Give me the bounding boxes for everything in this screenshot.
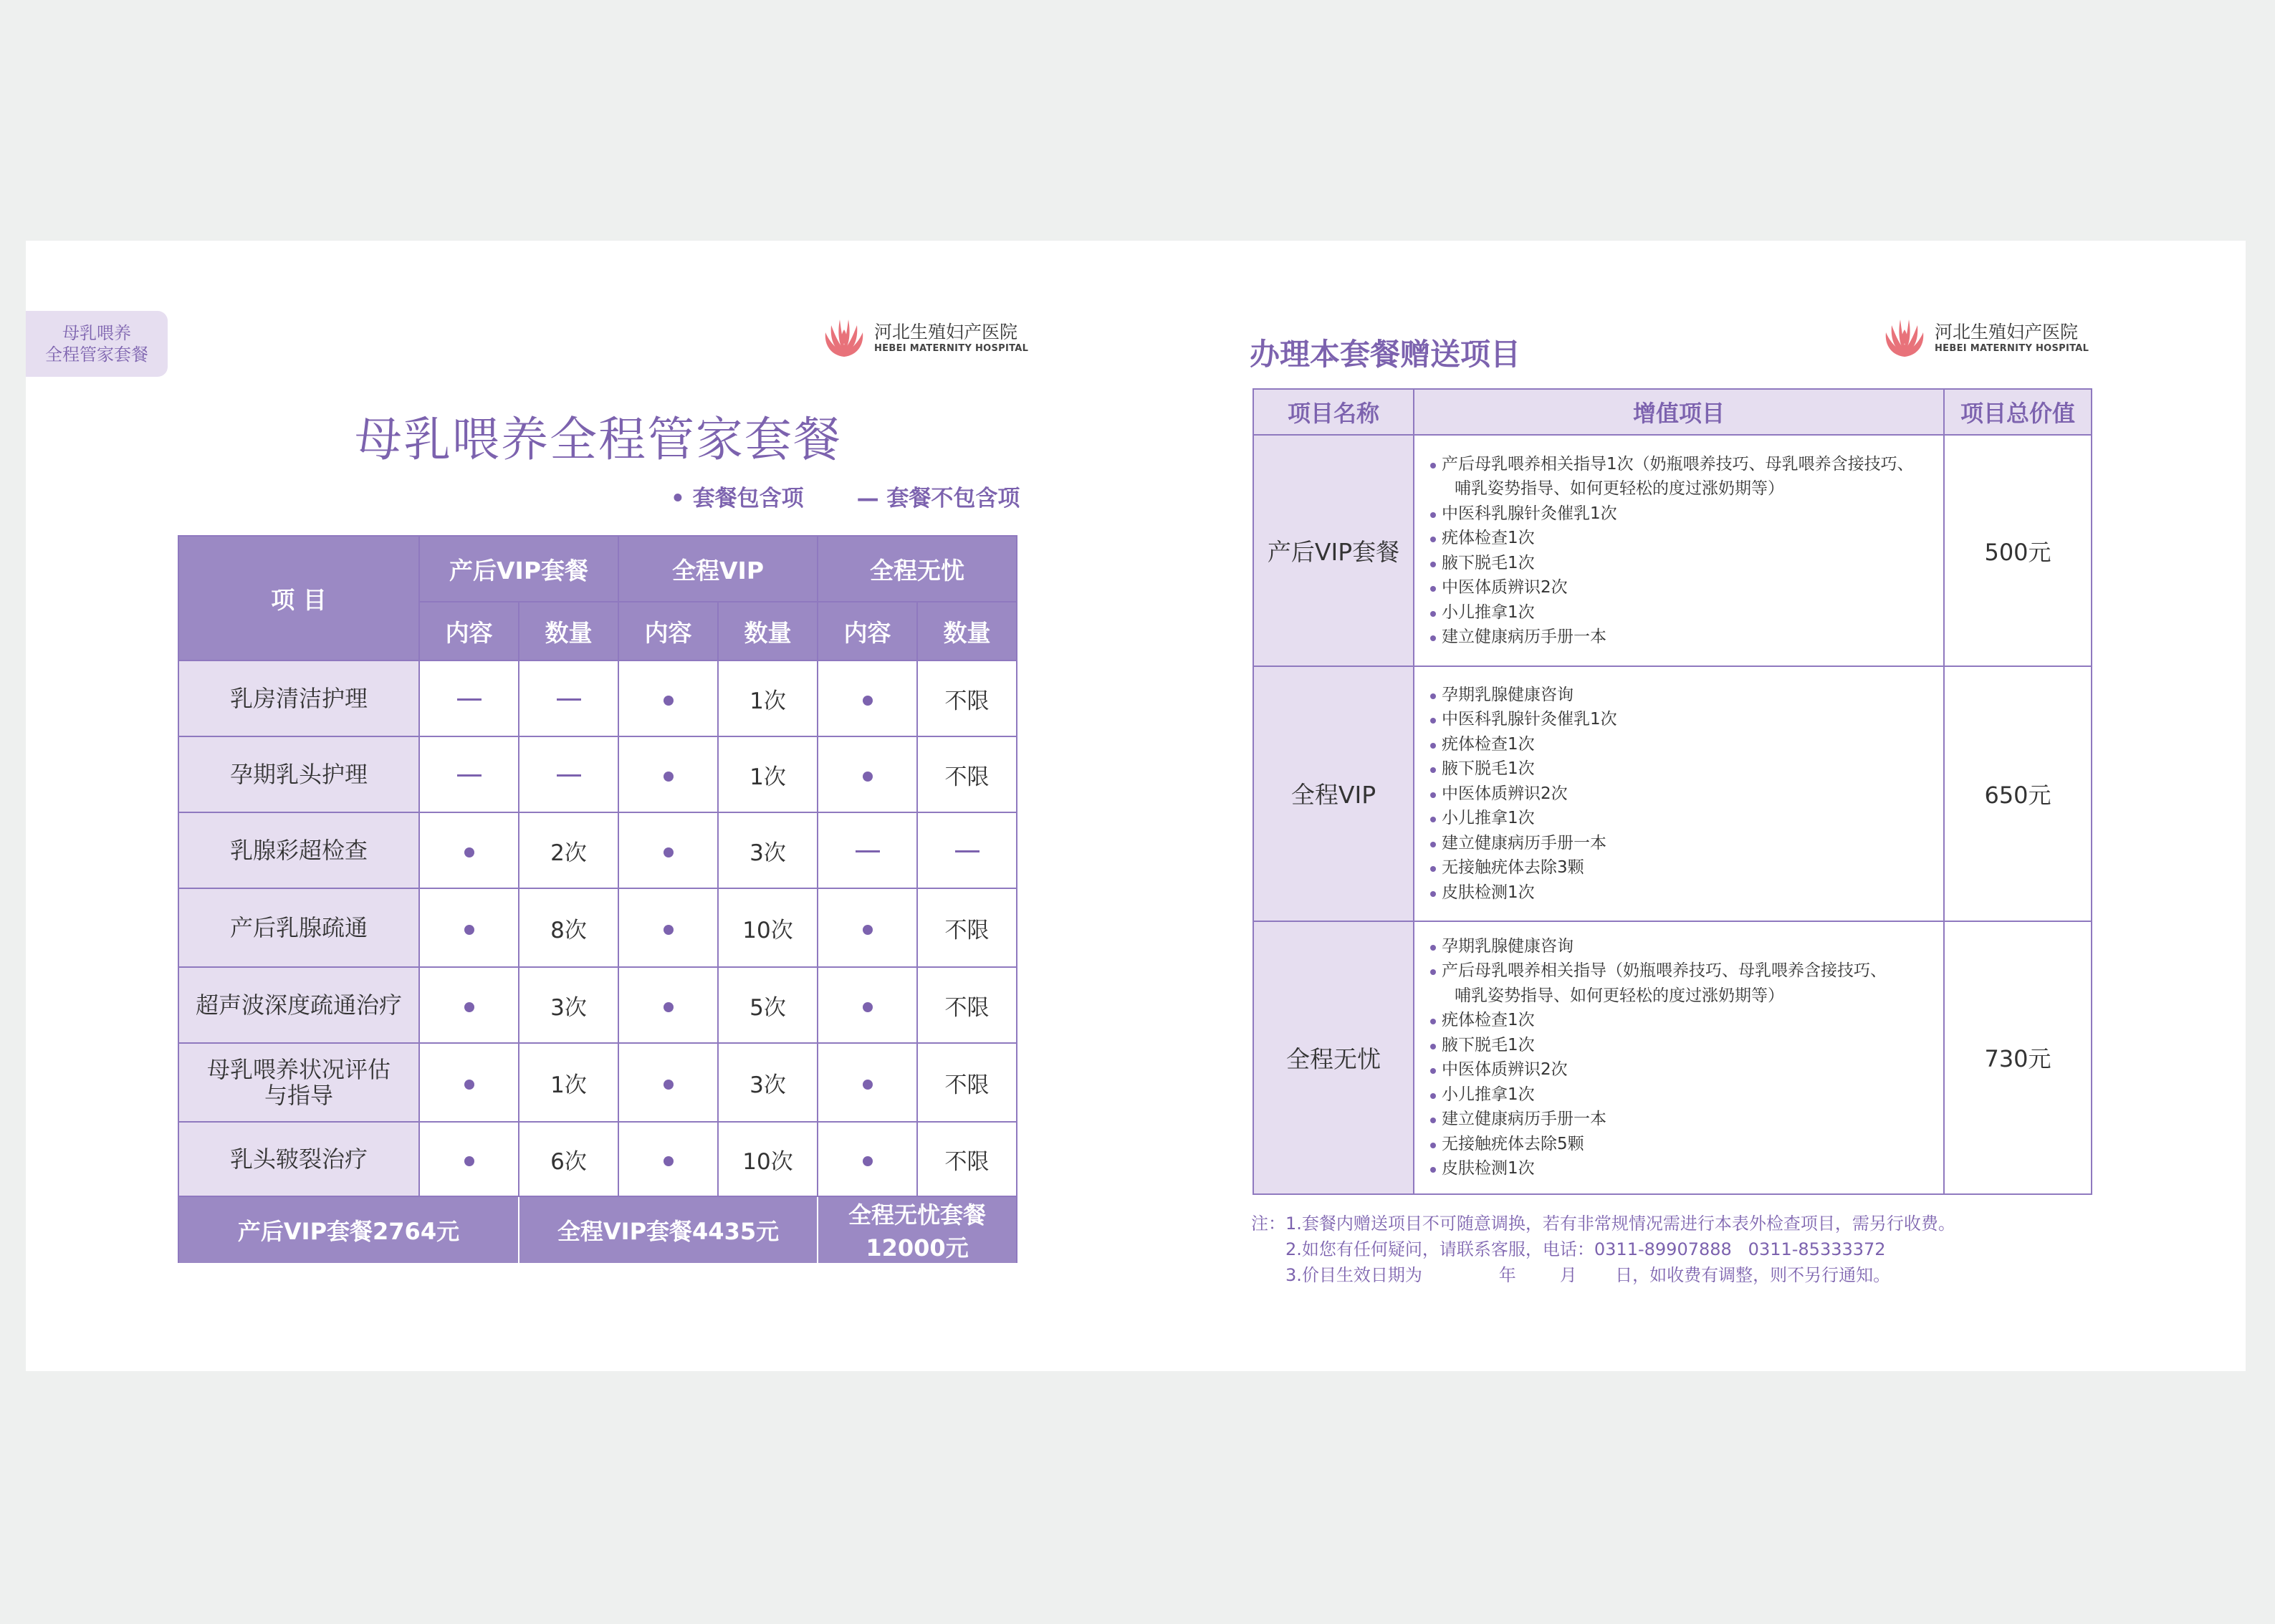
gift-item-text: 小儿推拿1次	[1442, 1085, 1535, 1104]
included-dot-icon	[863, 1002, 873, 1012]
list-item	[1430, 934, 1933, 959]
list-item	[1430, 1132, 1933, 1157]
footnote-1: 注：1.套餐内赠送项目不可随意调换，若有非常规情况需进行本表外检查项目，需另行收费。	[1251, 1214, 1955, 1234]
legend-excluded: — 套餐不包含项	[856, 486, 1020, 511]
logo-english-name: HEBEI MATERNITY HOSPITAL	[874, 342, 1029, 354]
gift-item-text: 腋下脱毛1次	[1442, 759, 1535, 779]
gift-package-name: 产后VIP套餐	[1253, 435, 1414, 666]
lotus-logo-icon	[1882, 314, 1927, 361]
list-item	[1430, 1082, 1933, 1108]
included-dot-icon	[664, 925, 674, 935]
included-dot-icon	[664, 1080, 674, 1090]
table-row	[178, 1122, 1017, 1196]
hospital-logo	[1882, 314, 2089, 361]
footnote-3: 3.价目生效日期为 年 月 日，如收费有调整，则不另行通知。	[1285, 1265, 1891, 1285]
included-dot-icon	[464, 1156, 474, 1166]
included-cell	[818, 1122, 917, 1196]
package-price: 产后VIP套餐2764元	[178, 1196, 519, 1264]
package-tab	[26, 311, 168, 377]
quantity-cell: 不限	[917, 1122, 1017, 1196]
gift-col-header: 项目名称	[1253, 389, 1414, 435]
legend-included: • 套餐包含项	[671, 486, 804, 511]
gift-item-text: 中医科乳腺针灸催乳1次	[1442, 504, 1617, 523]
gift-col-header: 项目总价值	[1944, 389, 2092, 435]
gift-items-cell	[1414, 666, 1944, 921]
package-price: 全程VIP套餐4435元	[519, 1196, 818, 1264]
gift-items-table	[1253, 388, 2092, 1195]
included-dot-icon	[863, 1156, 873, 1166]
excluded-cell	[917, 812, 1017, 888]
gift-total-value: 730元	[1944, 921, 2092, 1194]
gift-section-title: 办理本套餐赠送项目	[1250, 337, 1521, 372]
gift-item-text: 疣体检查1次	[1442, 1011, 1535, 1030]
row-item-name	[178, 1122, 419, 1196]
list-item	[1430, 1107, 1933, 1132]
excluded-dash-icon	[955, 850, 980, 852]
included-cell	[419, 967, 519, 1043]
list-item	[1430, 526, 1933, 551]
row-item-name-line: 乳头皲裂治疗	[229, 1145, 368, 1173]
gift-total-value: 650元	[1944, 666, 2092, 921]
included-cell	[618, 967, 718, 1043]
included-dot-icon	[464, 1080, 474, 1090]
row-item-name-line: 乳房清洁护理	[229, 685, 368, 712]
included-dot-icon	[464, 847, 474, 857]
list-item	[1430, 880, 1933, 905]
footnote-2: 2.如您有任何疑问，请联系客服，电话：0311-89907888 0311-85333372	[1285, 1239, 1886, 1259]
row-item-name	[178, 736, 419, 812]
list-item	[1430, 452, 1933, 501]
gift-item-text: 产后母乳喂养相关指导（奶瓶喂养技巧、母乳喂养含接技巧、	[1442, 961, 1887, 981]
list-item	[1430, 575, 1933, 600]
excluded-dash-icon	[557, 698, 581, 701]
gift-item-text: 建立健康病历手册一本	[1442, 628, 1606, 647]
page-title: 母乳喂养全程管家套餐	[355, 412, 842, 467]
gift-item-text: 建立健康病历手册一本	[1442, 833, 1606, 852]
excluded-cell	[519, 660, 618, 736]
gift-item-text: 建立健康病历手册一本	[1442, 1110, 1606, 1129]
gift-item-text: 中医体质辨识2次	[1442, 578, 1568, 597]
included-cell	[419, 812, 519, 888]
sub-header: 数量	[917, 602, 1017, 660]
table-row	[178, 736, 1017, 812]
list-item	[1430, 756, 1933, 782]
included-dot-icon	[863, 1080, 873, 1090]
included-cell	[618, 1043, 718, 1122]
quantity-cell: 3次	[718, 1043, 818, 1122]
quantity-cell: 不限	[917, 967, 1017, 1043]
list-item	[1430, 501, 1933, 527]
row-item-name	[178, 812, 419, 888]
included-dot-icon	[863, 925, 873, 935]
included-dot-icon	[464, 925, 474, 935]
gift-item-text: 无接触疣体去除5颗	[1442, 1134, 1584, 1153]
quantity-cell: 10次	[718, 1122, 818, 1196]
gift-item-text: 腋下脱毛1次	[1442, 553, 1535, 572]
gift-item-text: 疣体检查1次	[1442, 529, 1535, 548]
included-cell	[618, 1122, 718, 1196]
excluded-cell	[818, 812, 917, 888]
quantity-cell: 不限	[917, 736, 1017, 812]
quantity-cell: 6次	[519, 1122, 618, 1196]
item-header: 项 目	[178, 536, 419, 660]
gift-item-text: 中医体质辨识2次	[1442, 1060, 1568, 1080]
quantity-cell: 10次	[718, 888, 818, 967]
excluded-dash-icon	[457, 774, 482, 777]
list-item	[1430, 1156, 1933, 1181]
excluded-dash-icon	[457, 698, 482, 701]
gift-package-name: 全程无忧	[1253, 921, 1414, 1194]
package-header: 全程无忧	[818, 536, 1017, 602]
list-item	[1430, 806, 1933, 831]
excluded-cell	[419, 660, 519, 736]
included-cell	[818, 660, 917, 736]
included-cell	[818, 888, 917, 967]
row-item-name-line: 产后乳腺疏通	[229, 914, 368, 941]
included-cell	[818, 967, 917, 1043]
excluded-dash-icon	[557, 774, 581, 777]
row-item-name	[178, 1043, 419, 1122]
tab-line-2: 全程管家套餐	[45, 345, 148, 365]
included-cell	[618, 888, 718, 967]
gift-item-text: 产后母乳喂养相关指导1次（奶瓶喂养技巧、母乳喂养含接技巧、	[1442, 454, 1914, 474]
row-item-name-line: 与指导	[264, 1082, 333, 1109]
included-dot-icon	[863, 772, 873, 782]
package-comparison-table	[178, 535, 1017, 1264]
list-item	[1430, 1008, 1933, 1033]
included-dot-icon	[863, 696, 873, 706]
table-row	[1253, 921, 2092, 1194]
quantity-cell: 1次	[718, 660, 818, 736]
row-item-name	[178, 967, 419, 1043]
package-header: 产后VIP套餐	[419, 536, 618, 602]
package-price: 全程无忧套餐12000元	[818, 1196, 1017, 1264]
gift-package-name: 全程VIP	[1253, 666, 1414, 921]
included-dot-icon	[664, 1156, 674, 1166]
included-cell	[419, 1043, 519, 1122]
list-item	[1430, 1033, 1933, 1058]
included-dot-icon	[664, 772, 674, 782]
quantity-cell: 1次	[718, 736, 818, 812]
table-row	[178, 812, 1017, 888]
list-item	[1430, 600, 1933, 625]
included-cell	[419, 1122, 519, 1196]
gift-item-text-cont: 哺乳姿势指导、如何更轻松的度过涨奶期等）	[1455, 479, 1784, 499]
gift-item-text: 无接触疣体去除3颗	[1442, 858, 1584, 878]
lotus-logo-icon	[821, 314, 867, 361]
list-item	[1430, 625, 1933, 650]
list-item	[1430, 551, 1933, 576]
list-item	[1430, 707, 1933, 732]
included-dot-icon	[664, 696, 674, 706]
list-item	[1430, 782, 1933, 807]
list-item	[1430, 1057, 1933, 1082]
included-cell	[618, 812, 718, 888]
quantity-cell: 5次	[718, 967, 818, 1043]
included-dot-icon	[664, 847, 674, 857]
included-dot-icon	[464, 1002, 474, 1012]
sub-header: 内容	[618, 602, 718, 660]
logo-chinese-name: 河北生殖妇产医院	[1935, 321, 2079, 342]
gift-item-text: 小儿推拿1次	[1442, 809, 1535, 828]
row-item-name-line: 乳腺彩超检查	[229, 837, 368, 864]
gift-col-header: 增值项目	[1414, 389, 1944, 435]
sub-header: 内容	[419, 602, 519, 660]
quantity-cell: 不限	[917, 1043, 1017, 1122]
row-item-name	[178, 888, 419, 967]
list-item	[1430, 683, 1933, 708]
gift-item-text: 孕期乳腺健康咨询	[1442, 936, 1574, 956]
excluded-cell	[419, 736, 519, 812]
list-item	[1430, 958, 1933, 1008]
quantity-cell: 2次	[519, 812, 618, 888]
sub-header: 数量	[718, 602, 818, 660]
gift-item-text: 孕期乳腺健康咨询	[1442, 685, 1574, 704]
quantity-cell: 8次	[519, 888, 618, 967]
gift-items-cell	[1414, 921, 1944, 1194]
excluded-dash-icon	[856, 850, 880, 852]
included-cell	[818, 1043, 917, 1122]
hospital-logo	[821, 314, 1028, 361]
list-item	[1430, 831, 1933, 856]
table-row	[178, 888, 1017, 967]
sub-header: 数量	[519, 602, 618, 660]
legend	[671, 480, 1020, 512]
gift-item-text: 疣体检查1次	[1442, 734, 1535, 754]
gift-item-text-cont: 哺乳姿势指导、如何更轻松的度过涨奶期等）	[1455, 986, 1784, 1005]
table-row	[178, 967, 1017, 1043]
table-row	[178, 1043, 1017, 1122]
logo-chinese-name: 河北生殖妇产医院	[874, 321, 1018, 342]
gift-item-text: 皮肤检测1次	[1442, 883, 1535, 902]
included-cell	[618, 660, 718, 736]
excluded-cell	[519, 736, 618, 812]
included-cell	[419, 888, 519, 967]
row-item-name	[178, 660, 419, 736]
quantity-cell: 不限	[917, 888, 1017, 967]
sub-header: 内容	[818, 602, 917, 660]
row-item-name-line: 孕期乳头护理	[229, 761, 368, 788]
included-cell	[618, 736, 718, 812]
table-row	[1253, 666, 2092, 921]
gift-item-text: 腋下脱毛1次	[1442, 1035, 1535, 1054]
logo-english-name: HEBEI MATERNITY HOSPITAL	[1935, 342, 2089, 354]
gift-item-text: 中医体质辨识2次	[1442, 784, 1568, 803]
tab-line-1: 母乳喂养	[62, 323, 131, 343]
table-row	[178, 660, 1017, 736]
gift-item-text: 小儿推拿1次	[1442, 602, 1535, 622]
footnotes	[1251, 1211, 1955, 1288]
gift-total-value: 500元	[1944, 435, 2092, 666]
list-item	[1430, 855, 1933, 880]
row-item-name-line: 超声波深度疏通治疗	[195, 991, 402, 1019]
row-item-name-line: 母乳喂养状况评估	[206, 1056, 391, 1083]
gift-item-text: 中医科乳腺针灸催乳1次	[1442, 710, 1617, 729]
quantity-cell: 3次	[519, 967, 618, 1043]
quantity-cell: 1次	[519, 1043, 618, 1122]
gift-item-text: 皮肤检测1次	[1442, 1159, 1535, 1178]
included-dot-icon	[664, 1002, 674, 1012]
list-item	[1430, 732, 1933, 757]
quantity-cell: 3次	[718, 812, 818, 888]
table-row	[1253, 435, 2092, 666]
package-header: 全程VIP	[618, 536, 818, 602]
included-cell	[818, 736, 917, 812]
gift-items-cell	[1414, 435, 1944, 666]
quantity-cell: 不限	[917, 660, 1017, 736]
